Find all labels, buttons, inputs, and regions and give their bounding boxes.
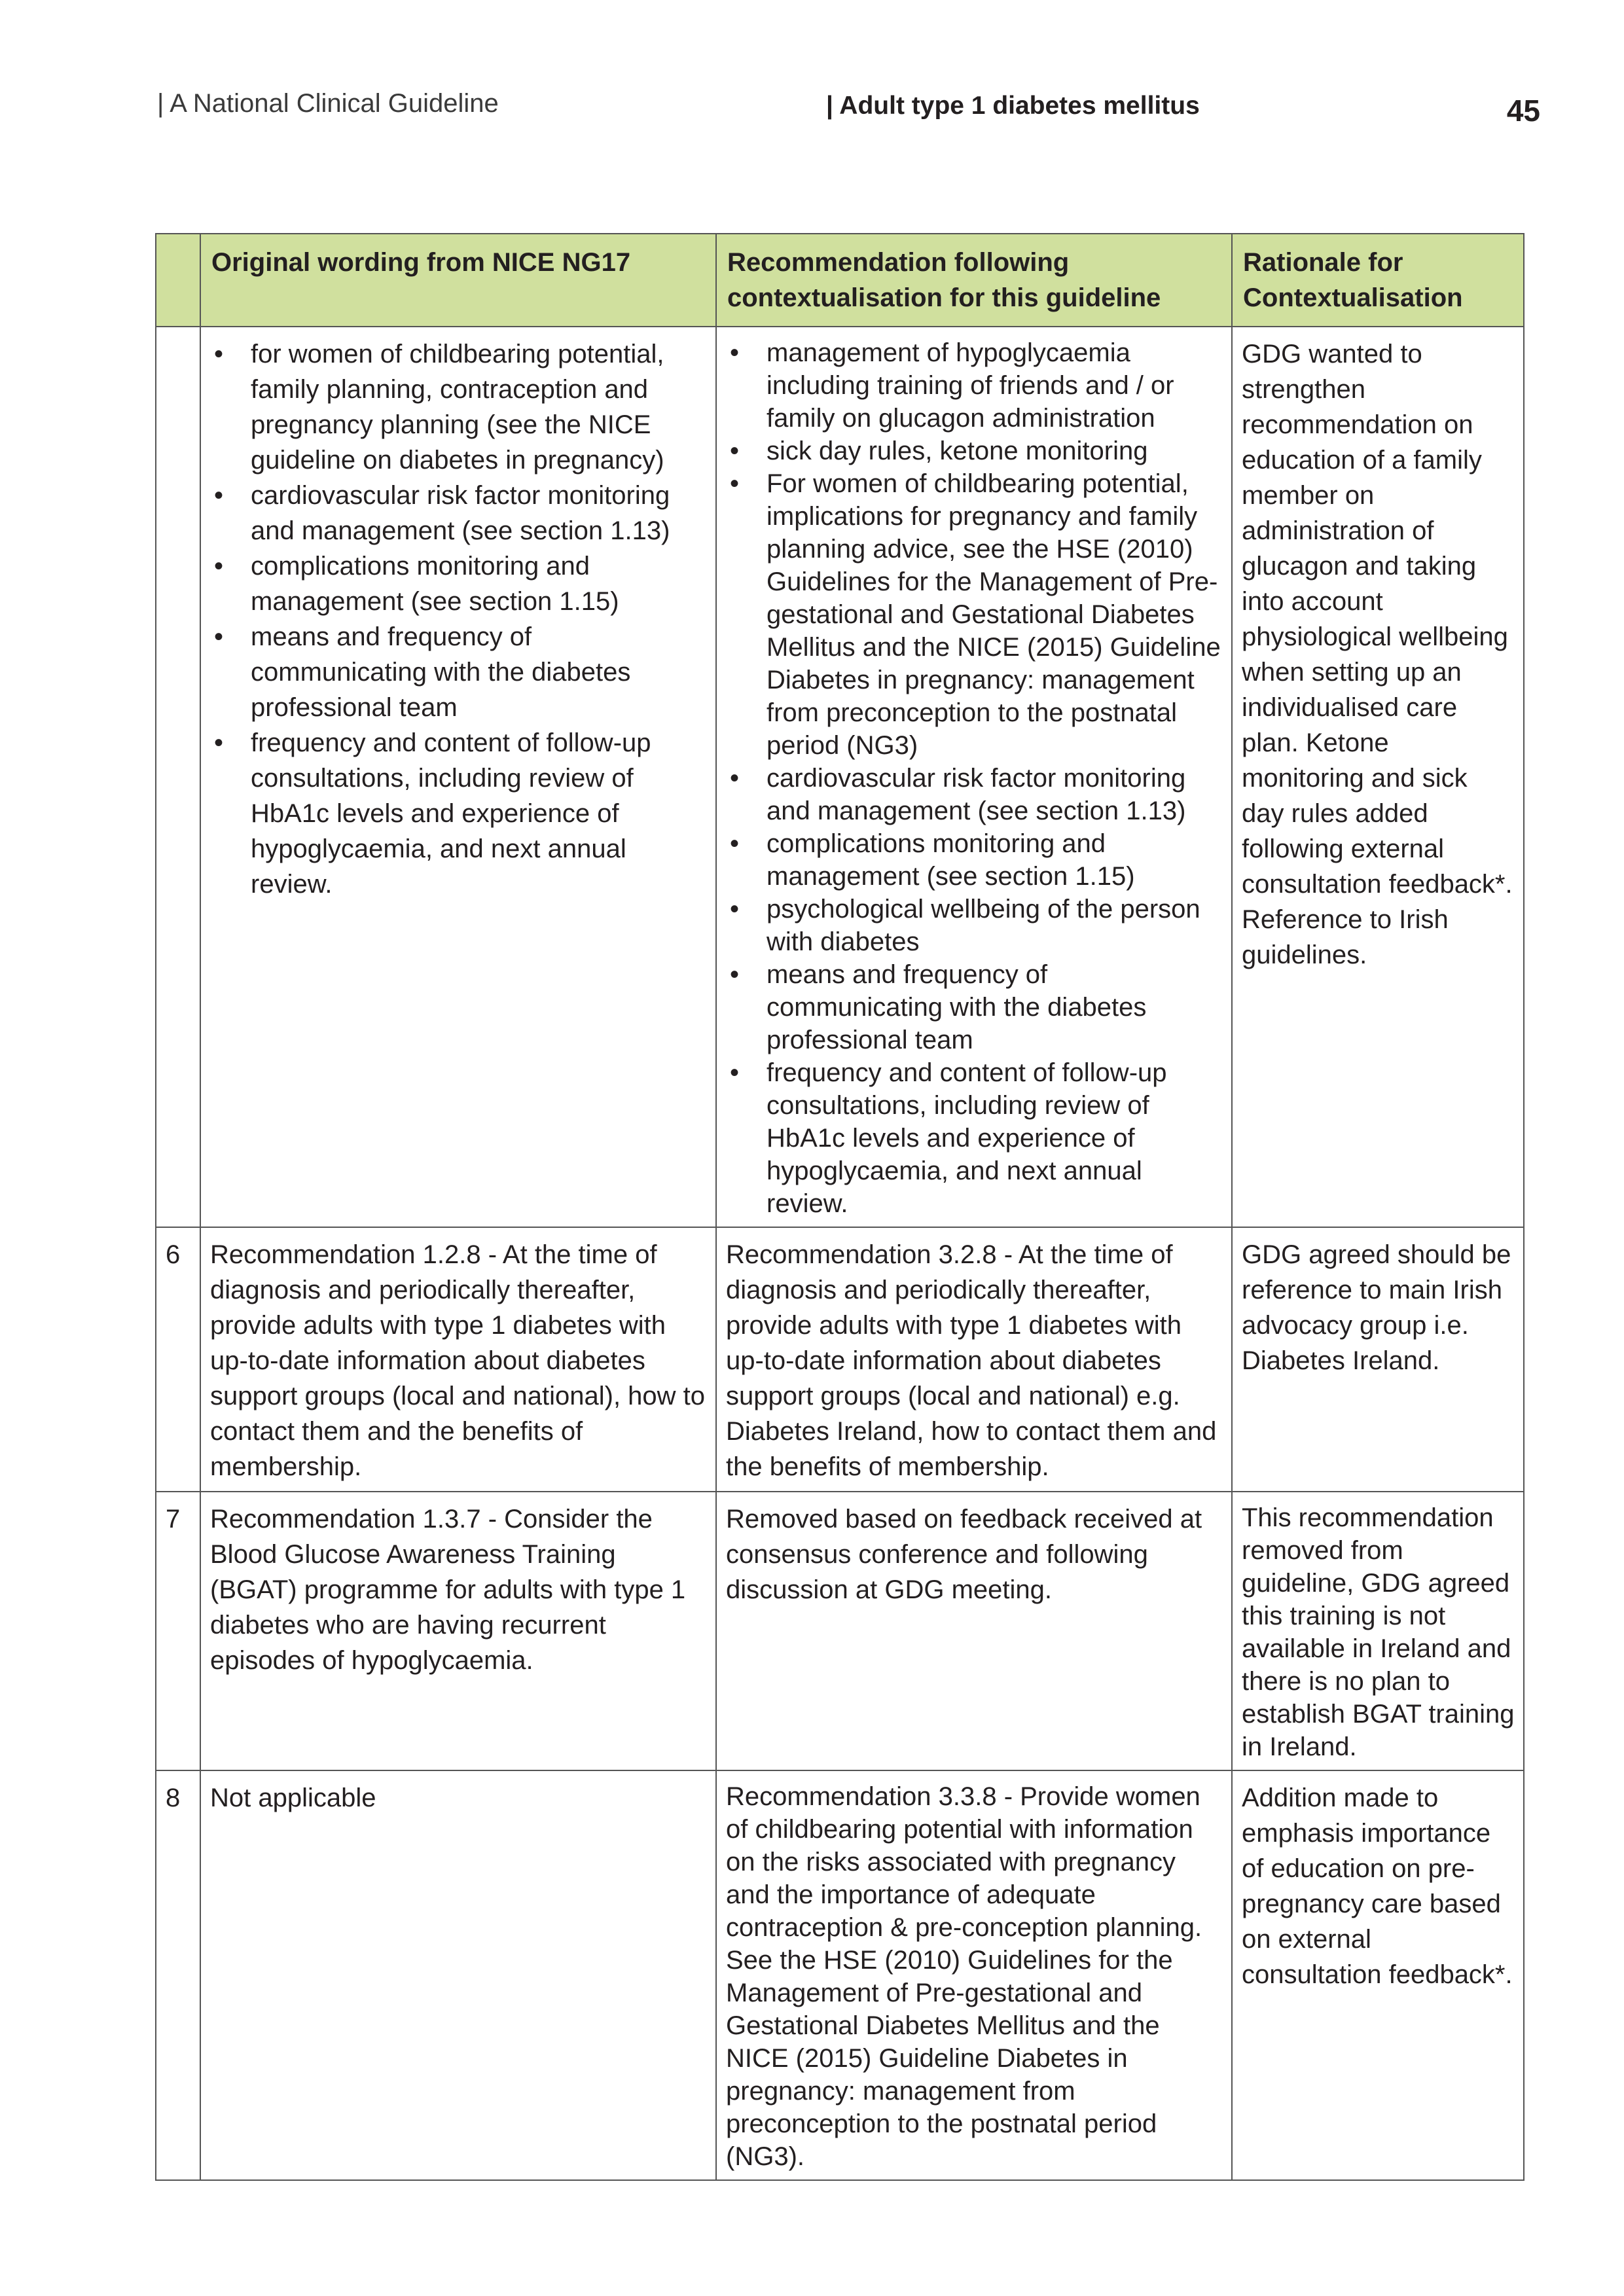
recommendation-cell: Removed based on feedback received at consensus conference and following discussion at GDG meeting. (716, 1492, 1232, 1770)
list-item: • frequency and content of follow-up consultations, including review of HbA1c levels and experience of hypoglycaemia, and next annual review. (251, 725, 708, 902)
original-wording-cell: Recommendation 1.2.8 - At the time of diagnosis and periodically thereafter, provide adults with type 1 diabetes with up-to-date information about diabetes support groups (local and national), how to contact them and the benefits of membership. (200, 1227, 716, 1492)
rationale-cell: GDG wanted to strengthen recommendation on education of a family member on administration of glucagon and taking into account physiological wellbeing when setting up an individualised care plan. Ketone monitoring and sick day rules added following external consultation feedback*. Reference to Irish guidelines. (1232, 327, 1524, 1227)
page-number: 45 (1506, 94, 1540, 128)
recommendation-cell: Recommendation 3.2.8 - At the time of diagnosis and periodically thereafter, provide adults with type 1 diabetes with up-to-date information about diabetes support groups (local and national) e.g. Diabetes Ireland, how to contact them and the benefits of membership. (716, 1227, 1232, 1492)
list-item: • complications monitoring and management (see section 1.15) (767, 827, 1223, 893)
list-item: • cardiovascular risk factor monitoring and management (see section 1.13) (251, 478, 708, 548)
original-bullet-list (210, 336, 708, 902)
row-num-cell: 6 (156, 1227, 200, 1492)
header-num-cell (156, 234, 200, 327)
table-header-row (156, 234, 1524, 327)
original-wording-cell: Recommendation 1.3.7 - Consider the Blood Glucose Awareness Training (BGAT) programme for adults with type 1 diabetes who are having recurrent episodes of hypoglycaemia. (200, 1492, 716, 1770)
list-item: • means and frequency of communicating with the diabetes professional team (251, 619, 708, 725)
list-item: • sick day rules, ketone monitoring (767, 435, 1223, 467)
running-header-left: | A National Clinical Guideline (157, 89, 499, 118)
list-item: • complications monitoring and management (see section 1.15) (251, 548, 708, 619)
original-wording-cell (200, 327, 716, 1227)
table-row-continued (156, 327, 1524, 1227)
list-item: • For women of childbearing potential, implications for pregnancy and family planning advice, see the HSE (2010) Guidelines for the Management of Pre-gestational and Gestational Diabetes Mellitus and the NICE (2015) Guideline Diabetes in pregnancy: management from preconception to the postnatal period (NG3) (767, 467, 1223, 762)
row-num-cell: 8 (156, 1770, 200, 2180)
rationale-cell: GDG agreed should be reference to main Irish advocacy group i.e. Diabetes Ireland. (1232, 1227, 1524, 1492)
table-row (156, 1227, 1524, 1492)
list-item: • psychological wellbeing of the person with diabetes (767, 893, 1223, 958)
list-item: • means and frequency of communicating with the diabetes professional team (767, 958, 1223, 1056)
row-num-cell: 7 (156, 1492, 200, 1770)
contextualisation-table (155, 233, 1525, 2181)
rationale-cell: Addition made to emphasis importance of education on pre- pregnancy care based on external consultation feedback*. (1232, 1770, 1524, 2180)
list-item: • for women of childbearing potential, family planning, contraception and pregnancy planning (see the NICE guideline on diabetes in pregnancy) (251, 336, 708, 478)
table-row (156, 1492, 1524, 1770)
list-item: • cardiovascular risk factor monitoring and management (see section 1.13) (767, 762, 1223, 827)
recommendation-cell (716, 327, 1232, 1227)
header-original-wording: Original wording from NICE NG17 (200, 234, 716, 327)
table-row (156, 1770, 1524, 2180)
rationale-cell: This recommendation removed from guideline, GDG agreed this training is not available in Ireland and there is no plan to establish BGAT training in Ireland. (1232, 1492, 1524, 1770)
original-wording-cell: Not applicable (200, 1770, 716, 2180)
list-item: • management of hypoglycaemia including training of friends and / or family on glucagon administration (767, 336, 1223, 435)
recommendation-bullet-list (726, 336, 1223, 1220)
row-num-cell (156, 327, 200, 1227)
recommendation-cell: Recommendation 3.3.8 - Provide women of childbearing potential with information on the risks associated with pregnancy and the importance of adequate contraception & pre-conception planning. See the HSE (2010) Guidelines for the Management of Pre-gestational and Gestational Diabetes Mellitus and the NICE (2015) Guideline Diabetes in pregnancy: management from preconception to the postnatal period (NG3). (716, 1770, 1232, 2180)
header-recommendation: Recommendation following contextualisation for this guideline (716, 234, 1232, 327)
list-item: • frequency and content of follow-up consultations, including review of HbA1c levels and experience of hypoglycaemia, and next annual review. (767, 1056, 1223, 1220)
header-rationale: Rationale for Contextualisation (1232, 234, 1524, 327)
running-header-title: | Adult type 1 diabetes mellitus (826, 92, 1200, 120)
